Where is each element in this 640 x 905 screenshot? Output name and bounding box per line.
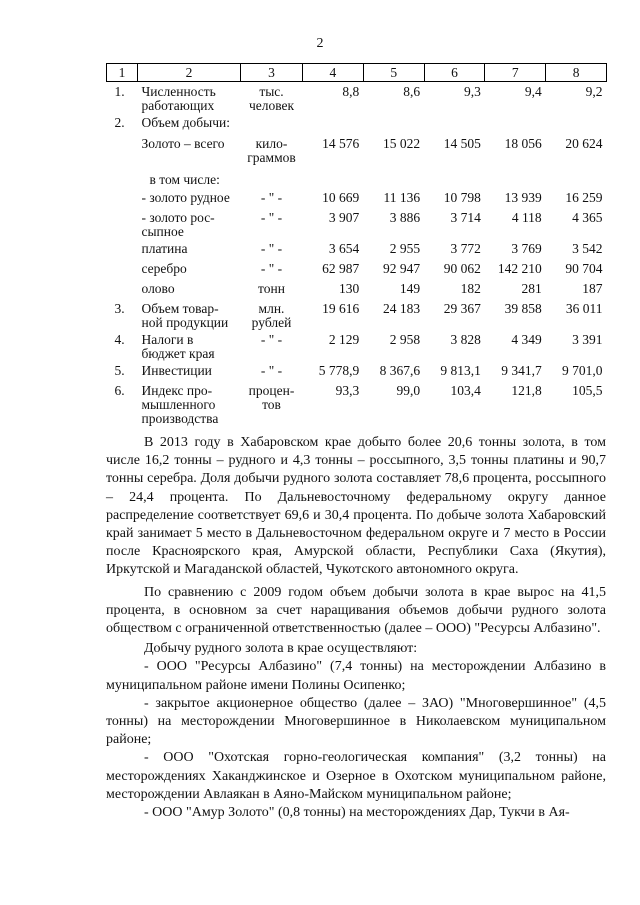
value-cell: 16 259 bbox=[565, 190, 603, 205]
value-cell: 24 183 bbox=[382, 301, 421, 316]
value-cell bbox=[546, 170, 607, 188]
table-header-cell: 8 bbox=[546, 64, 607, 82]
table-header-cell: 4 bbox=[303, 64, 364, 82]
value-cell: 2 958 bbox=[389, 332, 421, 347]
value-cell: 14 576 bbox=[322, 136, 360, 151]
value-cell: 62 987 bbox=[322, 261, 360, 276]
value-cell bbox=[546, 113, 607, 134]
paragraph: По сравнению с 2009 годом объем добычи золота в крае вырос на 41,5 процента, в основном за счет наращивания объемов добычи рудного золота обществом с ограниченной ответственностью (далее – ООО) "Ресурсы Албазино". bbox=[106, 584, 606, 637]
table-header-cell: 3 bbox=[241, 64, 303, 82]
value-cell: 4 118 bbox=[511, 210, 542, 225]
value-cell bbox=[303, 170, 364, 188]
value-cell: 3 654 bbox=[328, 241, 360, 256]
row-indicator-name: - золото рудное bbox=[141, 190, 230, 205]
page-number: 2 bbox=[316, 36, 324, 51]
table-header-cell: 6 bbox=[424, 64, 485, 82]
row-unit: тонн bbox=[258, 281, 285, 296]
row-unit: - " - bbox=[260, 241, 283, 256]
value-cell: 92 947 bbox=[382, 261, 421, 276]
value-cell: 9 813,1 bbox=[440, 363, 481, 378]
row-index bbox=[107, 259, 138, 279]
table-header-cell: 7 bbox=[485, 64, 546, 82]
row-indicator-name: Объем добычи: bbox=[141, 115, 230, 130]
value-cell: 8,6 bbox=[403, 84, 421, 99]
value-cell: 149 bbox=[399, 281, 421, 296]
paragraph: Добычу рудного золота в крае осуществляют: bbox=[144, 641, 418, 657]
value-cell: 142 210 bbox=[497, 261, 542, 276]
table-row bbox=[107, 381, 607, 426]
row-index bbox=[107, 208, 138, 239]
row-indicator-name: Объем товар- ной продукции bbox=[141, 301, 229, 330]
table-row bbox=[107, 239, 607, 259]
value-cell: 10 798 bbox=[443, 190, 481, 205]
row-index bbox=[107, 188, 138, 208]
value-cell bbox=[363, 113, 424, 134]
row-unit: - " - bbox=[260, 363, 283, 378]
value-cell: 36 011 bbox=[565, 301, 603, 316]
value-cell: 130 bbox=[339, 281, 360, 296]
row-index: 2. bbox=[114, 115, 125, 130]
value-cell: 105,5 bbox=[572, 383, 603, 398]
value-cell: 4 365 bbox=[572, 210, 603, 225]
table-row bbox=[107, 330, 607, 361]
value-cell: 19 616 bbox=[322, 301, 360, 316]
value-cell: 90 062 bbox=[443, 261, 481, 276]
value-cell: 9 341,7 bbox=[501, 363, 542, 378]
table-row bbox=[107, 170, 607, 188]
value-cell: 2 129 bbox=[328, 332, 360, 347]
value-cell: 281 bbox=[521, 281, 542, 296]
row-index: 5. bbox=[114, 363, 125, 378]
value-cell bbox=[303, 113, 364, 134]
value-cell bbox=[424, 113, 485, 134]
value-cell bbox=[424, 170, 485, 188]
table-row bbox=[107, 113, 607, 134]
value-cell: 182 bbox=[460, 281, 481, 296]
row-unit: - " - bbox=[260, 190, 283, 205]
row-unit: - " - bbox=[260, 261, 283, 276]
table-header-cell: 5 bbox=[363, 64, 424, 82]
value-cell: 9,2 bbox=[585, 84, 603, 99]
table-row bbox=[107, 299, 607, 330]
list-item: - закрытое акционерное общество (далее – ЗАО) "Многовершинное" (4,5 тонны) на месторождении Многовершинное в Николаевском муниципальном районе; bbox=[106, 695, 606, 748]
value-cell bbox=[485, 113, 546, 134]
value-cell: 20 624 bbox=[565, 136, 603, 151]
row-index bbox=[107, 170, 138, 188]
value-cell: 39 858 bbox=[504, 301, 542, 316]
value-cell: 29 367 bbox=[443, 301, 481, 316]
value-cell: 9 701,0 bbox=[561, 363, 603, 378]
value-cell: 187 bbox=[582, 281, 603, 296]
value-cell: 13 939 bbox=[504, 190, 542, 205]
row-unit: тыс. человек bbox=[248, 84, 295, 113]
value-cell: 8 367,6 bbox=[379, 363, 421, 378]
value-cell: 3 391 bbox=[572, 332, 603, 347]
table-row bbox=[107, 279, 607, 299]
list-item: - ООО "Ресурсы Албазино" (7,4 тонны) на месторождении Албазино в муниципальном районе имени Полины Осипенко; bbox=[106, 659, 606, 693]
value-cell: 121,8 bbox=[511, 383, 542, 398]
value-cell: 99,0 bbox=[396, 383, 421, 398]
list-item: - ООО "Амур Золото" (0,8 тонны) на месторождениях Дар, Тукчи в Ая- bbox=[144, 805, 570, 821]
row-index: 6. bbox=[114, 383, 125, 398]
table-row bbox=[107, 134, 607, 170]
value-cell: 8,8 bbox=[342, 84, 360, 99]
table-row bbox=[107, 208, 607, 239]
row-indicator-name: - золото рос- сыпное bbox=[141, 210, 215, 239]
row-indicator-name: в том числе: bbox=[149, 172, 220, 187]
table-row bbox=[107, 82, 607, 114]
row-indicator-name: Индекс про- мышленного производства bbox=[141, 383, 219, 426]
row-index: 1. bbox=[114, 84, 125, 99]
value-cell: 103,4 bbox=[450, 383, 481, 398]
mining-statistics-table bbox=[106, 63, 607, 426]
value-cell: 14 505 bbox=[443, 136, 481, 151]
row-index bbox=[107, 279, 138, 299]
row-indicator-name: Численность работающих bbox=[141, 84, 216, 113]
row-unit: - " - bbox=[260, 210, 283, 225]
value-cell bbox=[363, 170, 424, 188]
table-row bbox=[107, 188, 607, 208]
row-indicator-name: олово bbox=[141, 281, 175, 296]
value-cell: 3 714 bbox=[450, 210, 481, 225]
table-header-row bbox=[107, 64, 607, 82]
table-header-cell: 2 bbox=[138, 64, 241, 82]
row-indicator-name: Налоги в бюджет края bbox=[141, 332, 215, 361]
value-cell: 93,3 bbox=[335, 383, 360, 398]
row-unit bbox=[241, 170, 303, 188]
value-cell: 2 955 bbox=[389, 241, 421, 256]
value-cell: 18 056 bbox=[504, 136, 542, 151]
row-unit: млн. рублей bbox=[251, 301, 292, 330]
list-item: - ООО "Охотская горно-геологическая компания" (3,2 тонны) на месторождениях Хаканджинское и Озерное в Охотском муниципальном районе, месторождении Авлаякан в Аяно-Майском муниципальном районе; bbox=[106, 750, 606, 802]
value-cell: 9,4 bbox=[524, 84, 542, 99]
value-cell: 4 349 bbox=[511, 332, 542, 347]
row-indicator-name: Инвестиции bbox=[141, 363, 212, 378]
value-cell: 3 828 bbox=[450, 332, 481, 347]
row-index bbox=[107, 134, 138, 170]
value-cell: 15 022 bbox=[382, 136, 421, 151]
row-index bbox=[107, 239, 138, 259]
paragraph: В 2013 году в Хабаровском крае добыто более 20,6 тонны золота, в том числе 16,2 тонны – рудного и 4,3 тонны – россыпного, 3,5 тонны платины и 90,7 тонны серебра. Доля добычи рудного золота составляет 78,6 процента, россыпного – 24,4 процента. По Дальневосточному федеральному округу данное распределение соответствует 69,6 и 30,4 процента. По добыче золота Хабаровский край занимает 5 место в Дальневосточном федеральном округе и 7 место в России после Красноярского края, Амурской области, Республики Саха (Якутия), Иркутской и Магаданской областей, Чукотского автономного округа. bbox=[106, 435, 606, 578]
value-cell: 10 669 bbox=[322, 190, 360, 205]
row-unit: - " - bbox=[260, 332, 283, 347]
value-cell: 3 772 bbox=[450, 241, 481, 256]
table-row bbox=[107, 361, 607, 381]
row-unit: кило- граммов bbox=[247, 136, 296, 165]
body-text bbox=[106, 434, 606, 822]
value-cell: 3 886 bbox=[389, 210, 421, 225]
value-cell bbox=[485, 170, 546, 188]
value-cell: 5 778,9 bbox=[318, 363, 360, 378]
value-cell: 3 542 bbox=[572, 241, 603, 256]
row-indicator-name: Золото – всего bbox=[141, 136, 225, 151]
value-cell: 3 769 bbox=[511, 241, 542, 256]
value-cell: 11 136 bbox=[383, 190, 421, 205]
value-cell: 9,3 bbox=[464, 84, 481, 99]
table-header-cell: 1 bbox=[107, 64, 138, 82]
row-indicator-name: платина bbox=[141, 241, 188, 256]
table-row bbox=[107, 259, 607, 279]
row-unit: процен- тов bbox=[248, 383, 295, 412]
row-unit bbox=[241, 113, 303, 134]
row-index: 4. bbox=[114, 332, 125, 347]
value-cell: 90 704 bbox=[565, 261, 603, 276]
row-index: 3. bbox=[114, 301, 125, 316]
value-cell: 3 907 bbox=[328, 210, 360, 225]
row-indicator-name: серебро bbox=[141, 261, 187, 276]
